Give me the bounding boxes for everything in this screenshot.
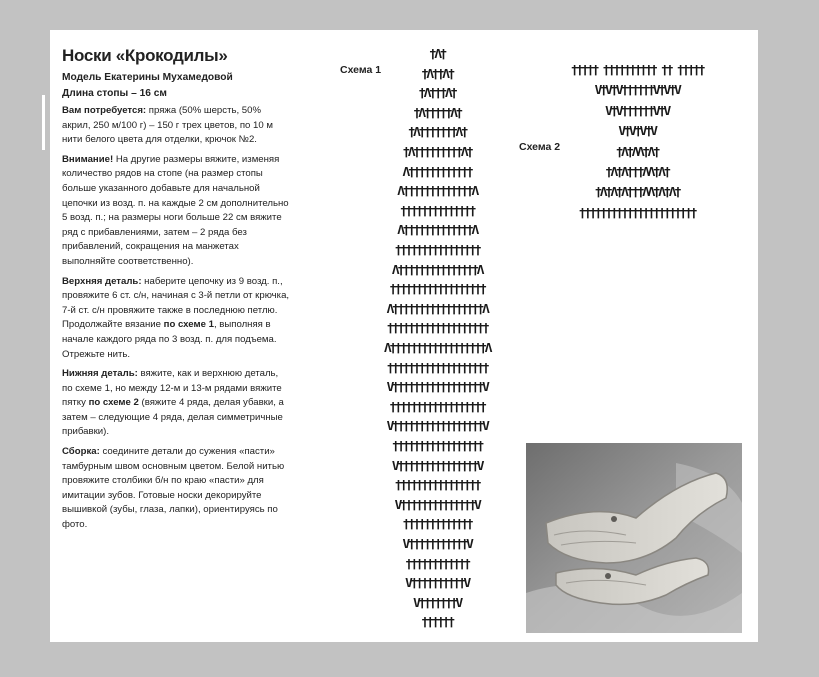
- scheme1-row-1: †Λ†: [429, 47, 445, 62]
- scheme1-row-26: V†††††††††††V: [402, 537, 472, 552]
- attention-paragraph: Внимание! На другие размеры вяжите, изменяя количество рядов на стопе (на размер стопы больше указанного добавьте для начальной цепочки из возд. п. на каждые 2 см дополнительно 5 возд. п.; на размеры ноги больше 22 см вяжите ряд с прибавлениями, затем – 2 ряда без прибавлений, сокращения на манжетах выполняйте соответственно).: [62, 153, 289, 267]
- scheme1-row-23: ††††††††††††††††: [394, 478, 480, 494]
- scheme1-row-17: †††††††††††††††††††: [386, 360, 488, 376]
- scheme1-row-22: V†††††††††††††††V: [391, 458, 483, 474]
- scheme1-row-30: ††††††: [421, 615, 453, 631]
- scheme2-row-8: ††††††††††††††††††††††: [578, 205, 696, 221]
- assembly-paragraph: Сборка: соедините детали до сужения «пасти» тамбурным швом основным цветом. Белой нитью провяжите столбики б/н по краю «пасти» для имитации зубов. Готовые носки декорируйте вышивкой (зубы, глаза, лапки), ориентируясь по фото.: [62, 446, 285, 531]
- scheme2-row-6: †Λ†Λ†††ΛΛ†Λ†: [605, 165, 669, 180]
- scheme1-row-7: Λ††††††††††††: [402, 164, 472, 180]
- scheme2-row-2: V†V†V††††††V†V†V: [594, 83, 680, 99]
- sock-photo: [526, 443, 742, 633]
- foot-length: Длина стопы – 16 см: [62, 88, 167, 99]
- scheme1-row-3: †Λ†††Λ†: [418, 86, 456, 102]
- scheme1-row-24: V††††††††††††††V: [394, 497, 480, 513]
- scheme1-row-21: †††††††††††††††††: [391, 439, 483, 454]
- upper-part-paragraph: Верхняя деталь: наберите цепочку из 9 возд. п., провяжите 6 ст. с/н, начиная с 3-й петли от крючка, 7-й ст. с/н провяжите также в последнюю петлю. Продолжайте вязание по схеме 1, выполняя в начале каждого ряда по 3 возд. п. для подъема. Отрежьте нить.: [62, 275, 290, 360]
- model-author: Модель Екатерины Мухамедовой: [62, 72, 233, 83]
- scheme2-row-1: ††††† †††††††††† †† †††††: [570, 63, 704, 78]
- materials-paragraph: Вам потребуется: пряжа (50% шерсть, 50% акрил, 250 м/100 г) – 150 г трех цветов, по 10 м нити белого цвета для отделки, крючок №2.: [62, 105, 273, 146]
- scheme1-row-4: †Λ†††††Λ†: [413, 105, 461, 121]
- scheme1-row-5: †Λ†††††††Λ†: [407, 125, 467, 141]
- lower-part-paragraph: Нижняя деталь: вяжите, как и верхнюю деталь, по схеме 1, но между 12-м и 13-м рядами вяжите пятку по схеме 2 (вяжите 4 ряда, делая убавки, а затем – следующие 4 ряда, делая симметричные прибавки).: [62, 368, 284, 438]
- scheme1-row-28: V††††††††††V: [405, 576, 469, 592]
- scheme1-row-10: Λ†††††††††††††Λ: [397, 223, 477, 239]
- scheme1-row-6: †Λ†††††††††Λ†: [402, 145, 472, 160]
- scheme2-row-3: V†V††††††V†V: [605, 103, 669, 119]
- scheme1-row-13: ††††††††††††††††††: [389, 282, 485, 298]
- scheme1-row-12: Λ†††††††††††††††Λ: [391, 262, 483, 278]
- scheme1-row-29: V†††††††V: [413, 595, 461, 611]
- article-text: [62, 46, 290, 538]
- scheme1-row-15: †††††††††††††††††††: [386, 321, 488, 337]
- scan-artifact: [42, 95, 45, 150]
- scheme1-row-8: Λ†††††††††††††Λ: [397, 184, 477, 200]
- scheme2-label: Схема 2: [519, 141, 561, 153]
- scheme1-row-9: ††††††††††††††: [399, 203, 475, 219]
- scheme1-row-11: ††††††††††††††††: [394, 243, 480, 258]
- scheme1-row-25: †††††††††††††: [402, 517, 472, 533]
- scheme2-row-4: V†V†V†V: [618, 124, 656, 140]
- scheme1-row-2: †Λ††Λ†: [421, 66, 453, 82]
- scheme1-row-14: Λ†††††††††††††††††Λ: [386, 301, 488, 317]
- scheme2-row-7: †Λ†Λ†Λ†††ΛΛ†Λ†Λ†: [594, 185, 680, 201]
- scheme1-row-16: Λ††††††††††††††††††Λ: [383, 341, 491, 356]
- scheme1-row-27: ††††††††††††: [405, 556, 469, 572]
- article-title: Носки «Крокодилы»: [62, 46, 228, 65]
- scheme1-label: Схема 1: [340, 64, 382, 76]
- sock-photo-image: [526, 443, 742, 633]
- scheme1-row-20: V†††††††††††††††††V: [386, 419, 488, 435]
- scheme2-row-5: †Λ†ΛΛ†Λ†: [615, 144, 659, 160]
- scheme1-row-19: ††††††††††††††††††: [389, 399, 485, 415]
- scheme1-row-18: V†††††††††††††††††V: [386, 380, 488, 396]
